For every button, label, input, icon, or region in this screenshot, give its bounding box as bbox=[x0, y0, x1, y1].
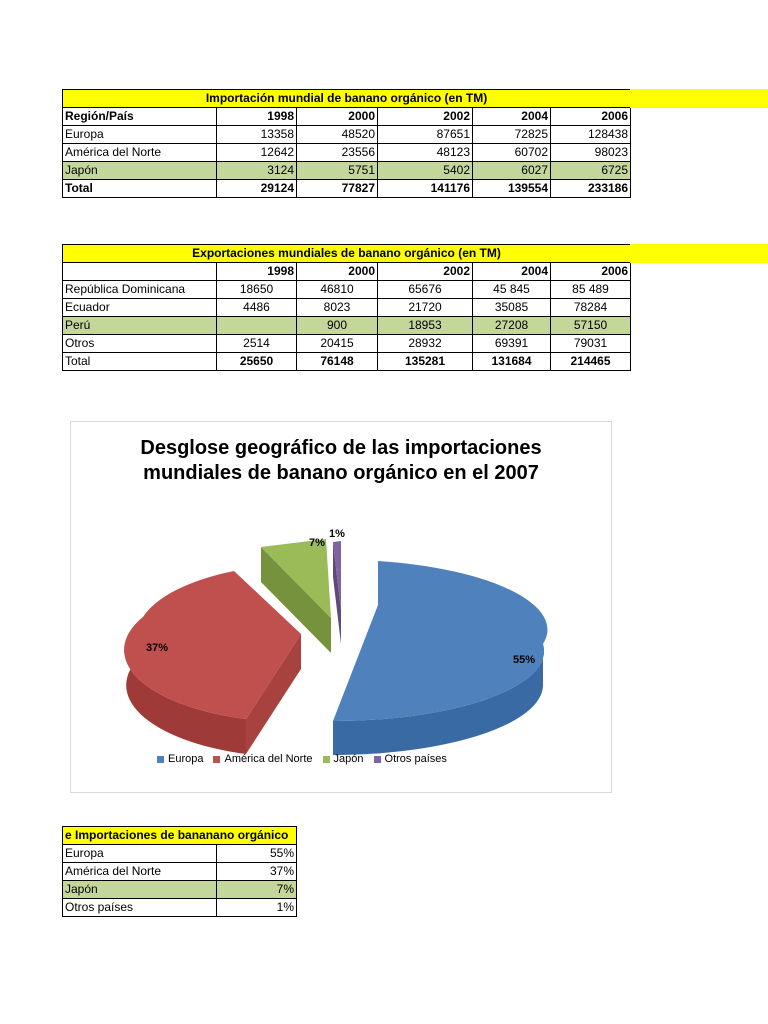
table-row bbox=[63, 899, 297, 917]
cell[interactable]: 214465 bbox=[551, 353, 631, 371]
row-label[interactable]: Japón bbox=[63, 162, 217, 180]
table-row bbox=[63, 845, 297, 863]
cell[interactable]: 12642 bbox=[217, 144, 297, 162]
table-row bbox=[63, 162, 631, 180]
cell[interactable]: 3124 bbox=[217, 162, 297, 180]
yellow-fill-strip bbox=[630, 244, 768, 263]
table-row bbox=[63, 281, 631, 299]
cell[interactable]: 21720 bbox=[378, 299, 473, 317]
header-cell[interactable]: Región/País bbox=[63, 108, 217, 126]
cell[interactable]: 1% bbox=[217, 899, 297, 917]
row-label[interactable]: Japón bbox=[63, 881, 217, 899]
table-row bbox=[63, 126, 631, 144]
header-cell[interactable] bbox=[63, 263, 217, 281]
pie-svg bbox=[71, 422, 611, 792]
row-label[interactable]: América del Norte bbox=[63, 863, 217, 881]
imports-title-row bbox=[63, 90, 631, 108]
label-otros: 1% bbox=[329, 528, 345, 540]
cell[interactable]: 6027 bbox=[473, 162, 551, 180]
imports-table bbox=[62, 89, 631, 198]
chart-title-line: Desglose geográfico de las importaciones bbox=[140, 437, 542, 459]
header-cell[interactable]: 2000 bbox=[297, 108, 378, 126]
cell[interactable]: 5402 bbox=[378, 162, 473, 180]
header-cell[interactable]: 2002 bbox=[378, 263, 473, 281]
cell[interactable]: 87651 bbox=[378, 126, 473, 144]
cell[interactable]: 37% bbox=[217, 863, 297, 881]
exports-title[interactable]: Exportaciones mundiales de banano orgánico (en TM) bbox=[63, 245, 631, 263]
cell[interactable]: 46810 bbox=[297, 281, 378, 299]
swatch-icon bbox=[213, 756, 220, 763]
cell[interactable]: 233186 bbox=[551, 180, 631, 198]
cell[interactable]: 2514 bbox=[217, 335, 297, 353]
cell[interactable]: 900 bbox=[297, 317, 378, 335]
cell[interactable]: 78284 bbox=[551, 299, 631, 317]
label-europa: 55% bbox=[513, 654, 536, 666]
cell[interactable]: 7% bbox=[217, 881, 297, 899]
exports-header-row bbox=[63, 263, 631, 281]
header-cell[interactable]: 2006 bbox=[551, 108, 631, 126]
table-row bbox=[63, 335, 631, 353]
cell[interactable]: 23556 bbox=[297, 144, 378, 162]
cell[interactable]: 135281 bbox=[378, 353, 473, 371]
cell[interactable]: 45 845 bbox=[473, 281, 551, 299]
cell[interactable]: 18650 bbox=[217, 281, 297, 299]
imports-title[interactable]: Importación mundial de banano orgánico (en TM) bbox=[63, 90, 631, 108]
cell[interactable]: 98023 bbox=[551, 144, 631, 162]
cell[interactable]: 60702 bbox=[473, 144, 551, 162]
cell[interactable]: 85 489 bbox=[551, 281, 631, 299]
legend-label: Europa bbox=[168, 753, 204, 765]
share-title-row bbox=[63, 827, 297, 845]
pie-chart[interactable] bbox=[70, 421, 612, 793]
share-table bbox=[62, 826, 297, 917]
legend-label: Japón bbox=[333, 753, 364, 765]
label-america: 37% bbox=[146, 642, 169, 654]
cell[interactable]: 131684 bbox=[473, 353, 551, 371]
total-row bbox=[63, 180, 631, 198]
row-label[interactable]: Otros países bbox=[63, 899, 217, 917]
share-title[interactable]: e Importaciones de bananano orgánico bbox=[63, 827, 297, 845]
row-label[interactable]: Otros bbox=[63, 335, 217, 353]
legend-item-japon[interactable] bbox=[323, 753, 364, 765]
cell[interactable]: 25650 bbox=[217, 353, 297, 371]
cell[interactable]: 139554 bbox=[473, 180, 551, 198]
header-cell[interactable]: 2004 bbox=[473, 108, 551, 126]
cell[interactable]: 72825 bbox=[473, 126, 551, 144]
row-label[interactable]: Total bbox=[63, 353, 217, 371]
exports-title-row bbox=[63, 245, 631, 263]
cell[interactable]: 57150 bbox=[551, 317, 631, 335]
cell[interactable]: 18953 bbox=[378, 317, 473, 335]
table-row bbox=[63, 144, 631, 162]
cell[interactable]: 76148 bbox=[297, 353, 378, 371]
cell[interactable]: 128438 bbox=[551, 126, 631, 144]
row-label[interactable]: Perú bbox=[63, 317, 217, 335]
cell[interactable]: 48123 bbox=[378, 144, 473, 162]
cell[interactable]: 48520 bbox=[297, 126, 378, 144]
row-label[interactable]: Total bbox=[63, 180, 217, 198]
header-cell[interactable]: 2004 bbox=[473, 263, 551, 281]
cell[interactable]: 6725 bbox=[551, 162, 631, 180]
cell[interactable]: 141176 bbox=[378, 180, 473, 198]
legend-label: América del Norte bbox=[224, 753, 313, 765]
swatch-icon bbox=[323, 756, 330, 763]
exports-table bbox=[62, 244, 631, 371]
cell[interactable]: 27208 bbox=[473, 317, 551, 335]
header-cell[interactable]: 1998 bbox=[217, 108, 297, 126]
table-row bbox=[63, 317, 631, 335]
cell[interactable]: 5751 bbox=[297, 162, 378, 180]
row-label[interactable]: Europa bbox=[63, 126, 217, 144]
cell[interactable]: 28932 bbox=[378, 335, 473, 353]
cell[interactable]: 29124 bbox=[217, 180, 297, 198]
header-cell[interactable]: 2000 bbox=[297, 263, 378, 281]
swatch-icon bbox=[374, 756, 381, 763]
imports-header-row bbox=[63, 108, 631, 126]
row-label[interactable]: Europa bbox=[63, 845, 217, 863]
cell[interactable]: 55% bbox=[217, 845, 297, 863]
cell[interactable]: 79031 bbox=[551, 335, 631, 353]
row-label[interactable]: América del Norte bbox=[63, 144, 217, 162]
table-row bbox=[63, 863, 297, 881]
row-label[interactable]: República Dominicana bbox=[63, 281, 217, 299]
cell[interactable]: 65676 bbox=[378, 281, 473, 299]
legend-item-america[interactable] bbox=[213, 753, 312, 765]
total-row bbox=[63, 353, 631, 371]
legend-label: Otros países bbox=[384, 753, 447, 765]
cell[interactable]: 8023 bbox=[297, 299, 378, 317]
legend-item-otros[interactable] bbox=[374, 753, 447, 765]
table-row bbox=[63, 299, 631, 317]
chart-title-line: mundiales de banano orgánico en el 2007 bbox=[143, 462, 539, 484]
swatch-icon bbox=[157, 756, 164, 763]
cell[interactable]: 77827 bbox=[297, 180, 378, 198]
label-japon: 7% bbox=[309, 537, 325, 549]
cell[interactable]: 13358 bbox=[217, 126, 297, 144]
header-cell[interactable]: 2002 bbox=[378, 108, 473, 126]
table-row bbox=[63, 881, 297, 899]
cell[interactable]: 69391 bbox=[473, 335, 551, 353]
row-label[interactable]: Ecuador bbox=[63, 299, 217, 317]
yellow-fill-strip bbox=[630, 89, 768, 108]
header-cell[interactable]: 1998 bbox=[217, 263, 297, 281]
cell[interactable]: 20415 bbox=[297, 335, 378, 353]
cell[interactable]: 4486 bbox=[217, 299, 297, 317]
chart-legend bbox=[157, 753, 447, 765]
header-cell[interactable]: 2006 bbox=[551, 263, 631, 281]
cell[interactable] bbox=[217, 317, 297, 335]
legend-item-europa[interactable] bbox=[157, 753, 203, 765]
cell[interactable]: 35085 bbox=[473, 299, 551, 317]
